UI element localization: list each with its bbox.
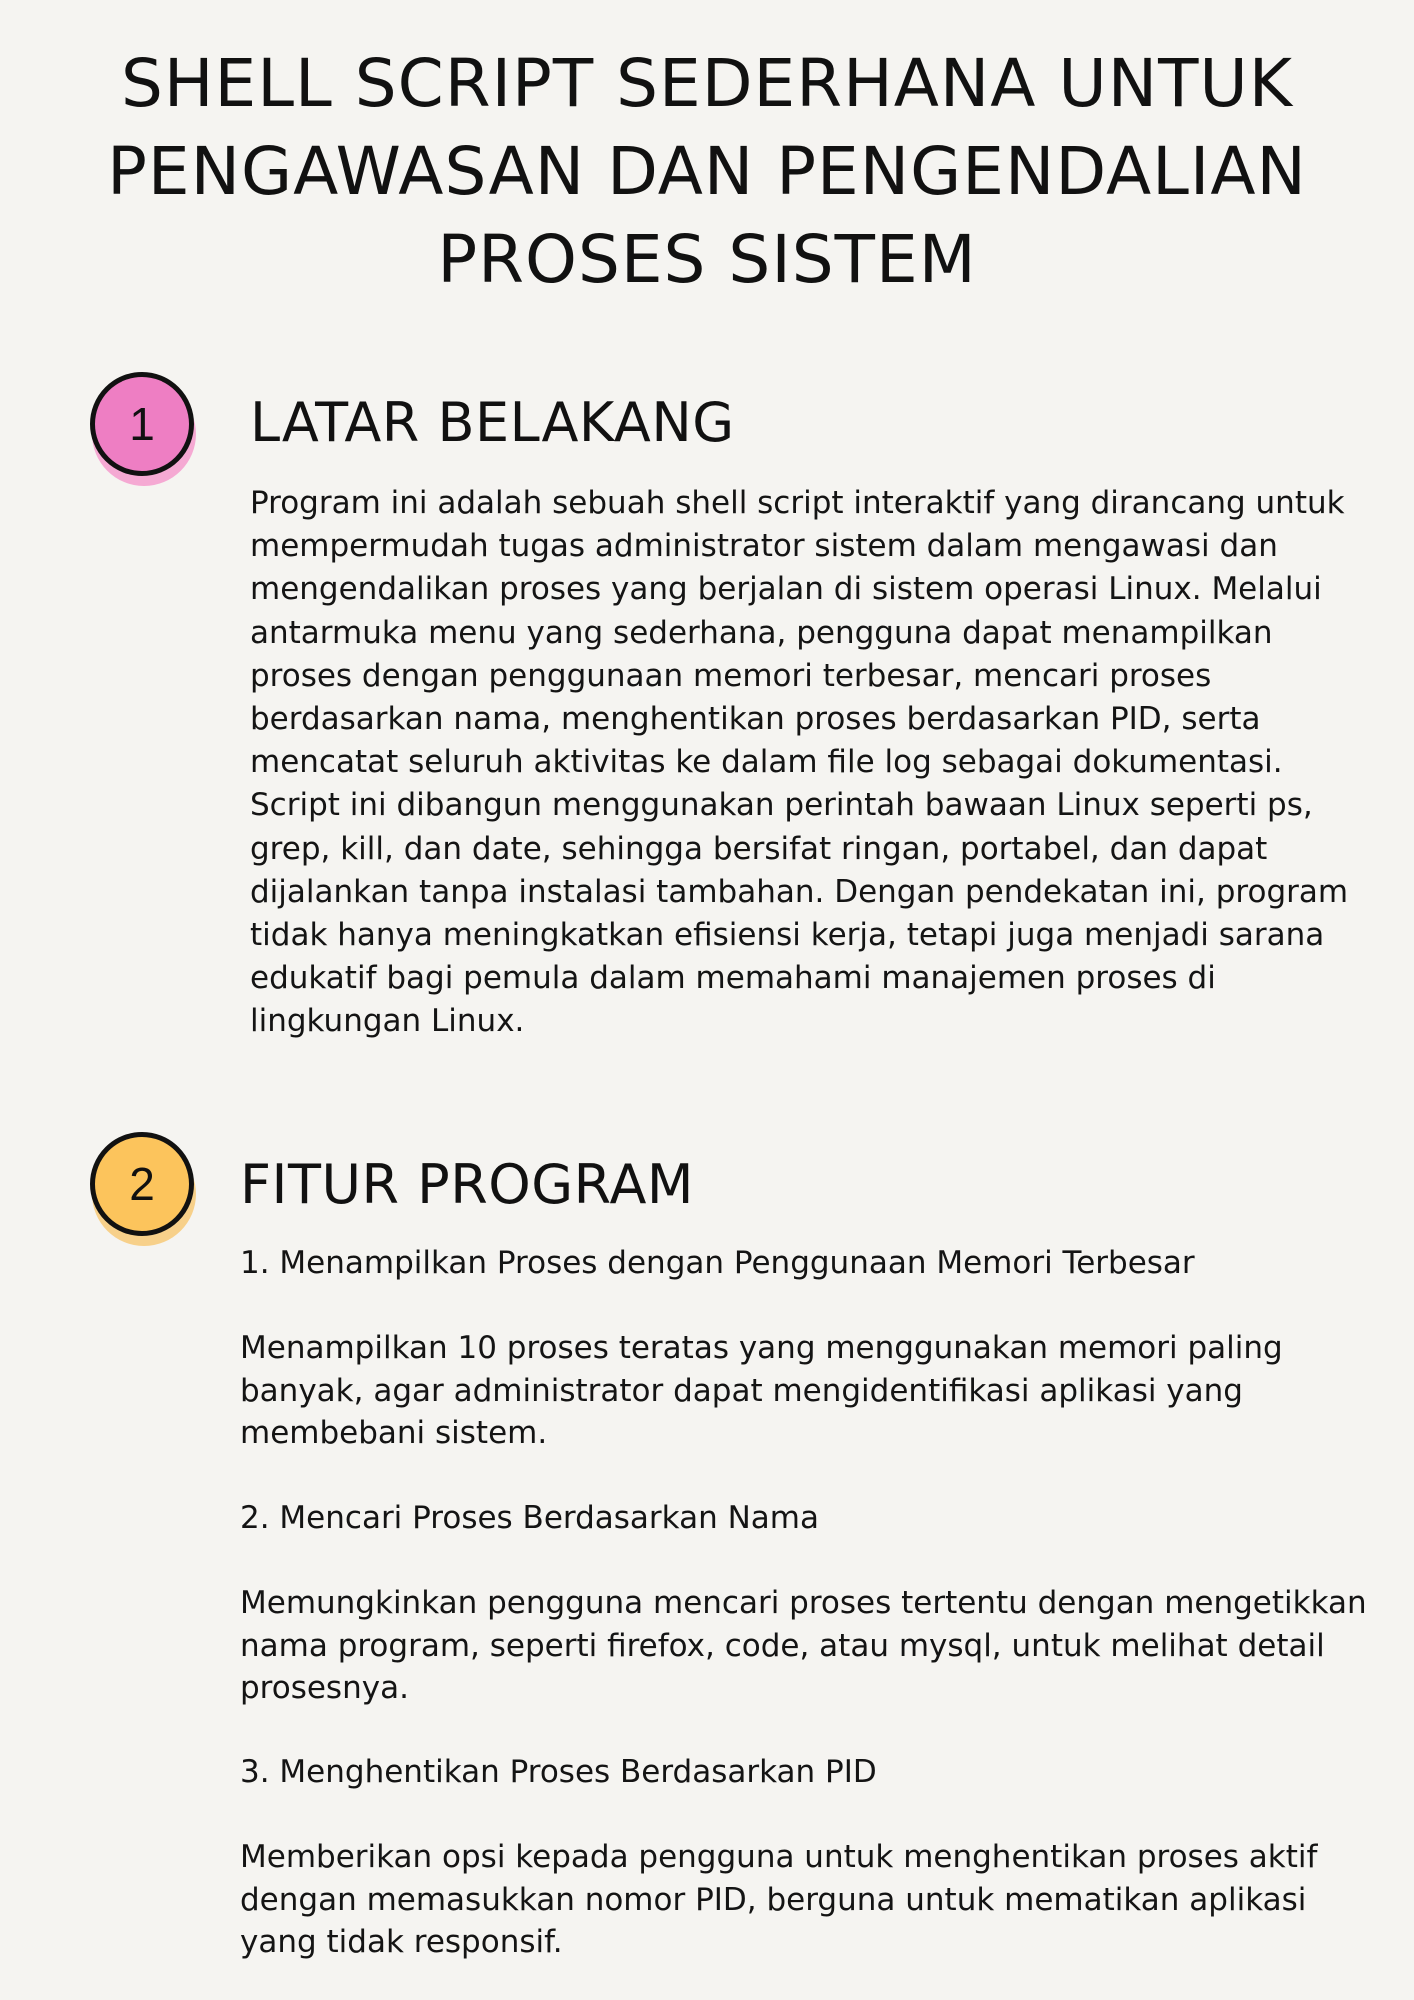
title-line: SHELL SCRIPT SEDERHANA UNTUK	[121, 45, 1293, 122]
description-line: Memberikan opsi kepada pengguna untuk menghentikan proses aktif	[240, 1839, 1318, 1876]
feature-description	[240, 1582, 1367, 1710]
paragraph-line: mengendalikan proses yang berjalan di sistem operasi Linux. Melalui	[250, 571, 1322, 608]
paragraph-line: berdasarkan nama, menghentikan proses berdasarkan PID, serta	[250, 701, 1261, 738]
section-number-badge-2	[90, 1132, 198, 1240]
paragraph-line: grep, kill, dan date, sehingga bersifat ringan, portabel, dan dapat	[250, 830, 1268, 867]
section-heading-fitur-program: FITUR PROGRAM	[240, 1153, 694, 1216]
feature-title: 1. Menampilkan Proses dengan Penggunaan Memori Terbesar	[240, 1245, 1195, 1281]
paragraph-line: Program ini adalah sebuah shell script interaktif yang dirancang untuk	[250, 485, 1345, 521]
feature-description	[240, 1327, 1283, 1455]
page-title	[0, 40, 1414, 304]
section-number-badge-1	[90, 372, 198, 480]
title-line: PENGAWASAN DAN PENGENDALIAN	[107, 133, 1307, 210]
description-line: Menampilkan 10 proses teratas yang menggunakan memori paling	[240, 1330, 1283, 1367]
badge-number: 1	[129, 398, 155, 450]
badge-circle	[90, 1132, 194, 1236]
description-line: Memungkinkan pengguna mencari proses tertentu dengan mengetikkan	[240, 1585, 1367, 1622]
paragraph-line: Script ini dibangun menggunakan perintah bawaan Linux seperti ps,	[250, 787, 1313, 824]
description-line: membebani sistem.	[240, 1415, 548, 1452]
description-line: prosesnya.	[240, 1670, 409, 1707]
paragraph-line: antarmuka menu yang sederhana, pengguna dapat menampilkan	[250, 614, 1273, 651]
feature-item-1	[240, 1242, 1283, 1455]
paragraph-line: proses dengan penggunaan memori terbesar, mencari proses	[250, 657, 1212, 694]
badge-number: 2	[129, 1158, 155, 1210]
feature-item-3	[240, 1751, 1317, 1964]
paragraph-line: dijalankan tanpa instalasi tambahan. Dengan pendekatan ini, program	[250, 873, 1349, 910]
feature-title: 3. Menghentikan Proses Berdasarkan PID	[240, 1754, 877, 1790]
paragraph-line: mencatat seluruh aktivitas ke dalam file log sebagai dokumentasi.	[250, 744, 1283, 781]
description-line: dengan memasukkan nomor PID, berguna untuk mematikan aplikasi	[240, 1881, 1307, 1918]
description-line: nama program, seperti firefox, code, atau mysql, untuk melihat detail	[240, 1627, 1325, 1664]
paragraph-line: edukatif bagi pemula dalam memahami manajemen proses di	[250, 960, 1216, 997]
description-line: yang tidak responsif.	[240, 1924, 563, 1961]
feature-item-2	[240, 1497, 1367, 1710]
paragraph-line: tidak hanya meningkatkan efisiensi kerja, tetapi juga menjadi sarana	[250, 917, 1325, 954]
badge-circle	[90, 372, 194, 476]
paragraph-line: mempermudah tugas administrator sistem dalam mengawasi dan	[250, 528, 1278, 565]
paragraph-line: lingkungan Linux.	[250, 1003, 525, 1040]
latar-belakang-paragraph	[250, 482, 1348, 1044]
title-line: PROSES SISTEM	[437, 221, 977, 298]
feature-description	[240, 1836, 1317, 1964]
section-heading-latar-belakang: LATAR BELAKANG	[250, 391, 735, 454]
feature-title: 2. Mencari Proses Berdasarkan Nama	[240, 1500, 819, 1536]
description-line: banyak, agar administrator dapat mengidentifikasi aplikasi yang	[240, 1372, 1243, 1409]
